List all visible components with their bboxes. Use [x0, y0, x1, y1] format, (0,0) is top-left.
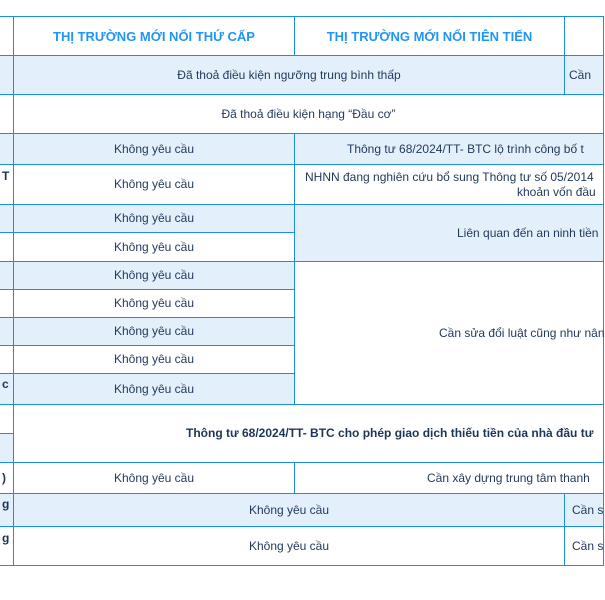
row11-secondary: Không yêu cầu [13, 373, 295, 405]
row3-advanced: Thông tư 68/2024/TT- BTC lộ trình công bố t [294, 133, 604, 165]
row4-advanced-line1: NHNN đang nghiên cứu bổ sung Thông tư số 05/2014 [305, 169, 594, 184]
header-right-cell [564, 16, 604, 56]
stub-cell: T [0, 164, 14, 205]
stub-cell [0, 133, 14, 165]
stub-cell: c [0, 373, 14, 405]
row14-merged: Không yêu cầu [13, 493, 565, 527]
row6-secondary: Không yêu cầu [13, 232, 295, 262]
stub-cell [0, 232, 14, 262]
row-short-selling-circular: Thông tư 68/2024/TT- BTC cho phép giao dịch thiếu tiền của nhà đầu tư [13, 404, 604, 463]
row8-secondary: Không yêu cầu [13, 289, 295, 318]
row15-merged: Không yêu cầu [13, 526, 565, 566]
row5-secondary: Không yêu cầu [13, 204, 295, 233]
stub-cell [0, 404, 14, 434]
stub-cell [0, 16, 14, 56]
stub-cell [0, 94, 14, 134]
row10-secondary: Không yêu cầu [13, 345, 295, 374]
row14-right: Cần s [564, 493, 604, 527]
rows5-6-advanced: Liên quan đến an ninh tiền [294, 204, 604, 262]
stub-cell [0, 433, 14, 463]
stub-cell: g [0, 526, 14, 566]
stub-cell [0, 261, 14, 290]
stub-cell [0, 317, 14, 346]
stub-cell: g [0, 493, 14, 527]
row3-secondary: Không yêu cầu [13, 133, 295, 165]
header-secondary-emerging: THỊ TRƯỜNG MỚI NỔI THỨ CẤP [13, 16, 295, 56]
header-advanced-emerging: THỊ TRƯỜNG MỚI NỔI TIÊN TIẾN [294, 16, 565, 56]
row-income-threshold-right: Cần [564, 55, 604, 95]
rows7-11-advanced: Cần sửa đổi luật cũng như nân [294, 261, 604, 405]
stub-cell [0, 345, 14, 374]
row-income-threshold: Đã thoả điều kiện ngưỡng trung bình thấp [13, 55, 565, 95]
row7-secondary: Không yêu cầu [13, 261, 295, 290]
stub-cell [0, 289, 14, 318]
row9-secondary: Không yêu cầu [13, 317, 295, 346]
row4-secondary: Không yêu cầu [13, 164, 295, 205]
stub-cell [0, 204, 14, 233]
stub-cell: ) [0, 462, 14, 494]
row4-advanced-line2: khoản vốn đầu [517, 184, 596, 199]
row4-advanced [294, 164, 604, 205]
row13-advanced: Cần xây dựng trung tâm thanh [294, 462, 604, 494]
row15-right: Cần s [564, 526, 604, 566]
row-speculative-grade: Đã thoả điều kiện hạng “Đầu cơ” [13, 94, 604, 134]
stub-cell [0, 55, 14, 95]
row13-secondary: Không yêu cầu [13, 462, 295, 494]
